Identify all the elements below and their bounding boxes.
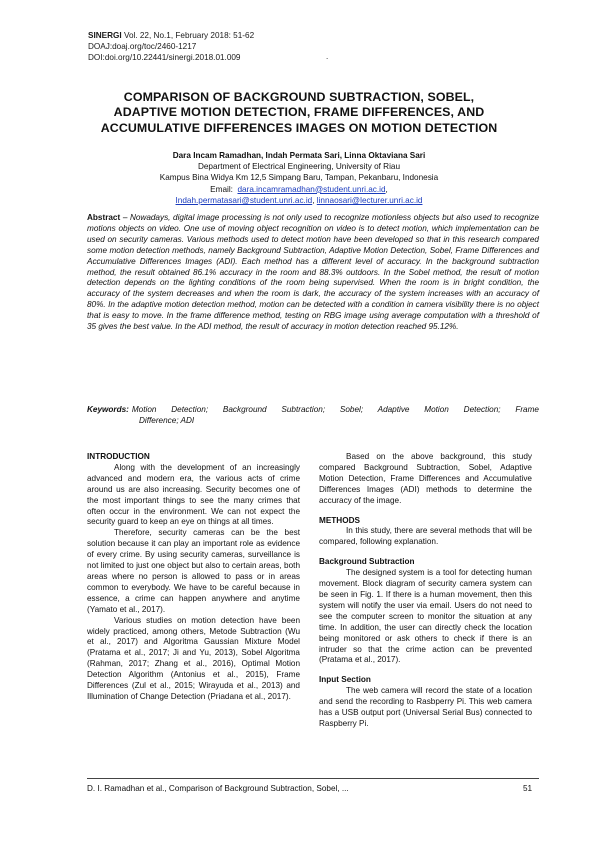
paper-title bbox=[70, 90, 528, 136]
keywords-line-1: Motion Detection; Background Subtraction; Sobel; Adaptive Motion Detection; Frame bbox=[131, 405, 539, 414]
title-line-3: ACCUMULATIVE DIFFERENCES IMAGES ON MOTION DETECTION bbox=[100, 120, 498, 135]
right-column bbox=[319, 452, 532, 730]
header-dot: . bbox=[326, 52, 329, 61]
keywords-line-2: Difference; ADI bbox=[139, 415, 195, 425]
left-column bbox=[87, 452, 300, 703]
methods-heading: METHODS bbox=[319, 515, 360, 525]
abstract-label: Abstract bbox=[87, 213, 121, 222]
author-names: Dara Incam Ramadhan, Indah Permata Sari, Linna Oktaviana Sari bbox=[172, 151, 426, 160]
methods-paragraph: In this study, there are several methods that will be compared, following explanation. bbox=[319, 526, 532, 547]
introduction-heading: INTRODUCTION bbox=[87, 452, 150, 461]
journal-doaj: DOAJ:doaj.org/toc/2460-1217 bbox=[88, 42, 197, 52]
input-section-heading: Input Section bbox=[319, 675, 371, 685]
title-line-2: ADAPTIVE MOTION DETECTION, FRAME DIFFERENCES, AND bbox=[113, 105, 485, 120]
journal-volume: Vol. 22, No.1, February 2018: 51-62 bbox=[123, 31, 255, 40]
page-number: 51 bbox=[523, 784, 533, 793]
author-department: Department of Electrical Engineering, University of Riau bbox=[197, 162, 401, 172]
input-section-paragraph: The web camera will record the state of a location and send the recording to Rasbperry Pi. This web camera has a USB output port (Universal Serial Bus) connected to Raspberry Pi. bbox=[319, 686, 532, 728]
intro-paragraph-3: Various studies on motion detection have been widely practiced, among others, Metode Subtraction (Wu et al., 2017) and Algoritma Gaussian Mixture Model (Pratama et al., 2017; Ji and Yu, 2013), Sobel Algoritma (Rahman, 2017; Zhang et al., 2016), Optimal Motion Detection Algorithm (Antonius et al., 2015), Frame Differences (Zul et al., 2015; Wirayuda et al., 2013) and Illumination of Change Detection (Priadana et al., 2017). bbox=[87, 615, 300, 701]
title-line-1: COMPARISON OF BACKGROUND SUBTRACTION, SOBEL, bbox=[123, 90, 475, 104]
email-link-1[interactable]: dara.incamramadhan@student.unri.ac.id bbox=[237, 184, 386, 194]
footer-citation: D. I. Ramadhan et al., Comparison of Background Subtraction, Sobel, ... bbox=[87, 784, 349, 793]
journal-header bbox=[88, 30, 254, 64]
keywords-label: Keywords: bbox=[87, 405, 129, 414]
footer-divider bbox=[87, 778, 539, 779]
abstract bbox=[87, 213, 539, 333]
email-link-2[interactable]: Indah.permatasari@student.unri.ac.id bbox=[175, 195, 313, 205]
author-block bbox=[70, 150, 528, 206]
intro-paragraph-1: Along with the development of an increasingly advanced and modern era, the various acts of crime around us are also increasing. Security becomes one of the most important things to see the many crimes that often occur in the environment. We can not expect the security guard to keep an eye on things at all times. bbox=[87, 462, 300, 527]
author-address: Kampus Bina Widya Km 12,5 Simpang Baru, Tampan, Pekanbaru, Indonesia bbox=[159, 173, 439, 183]
background-subtraction-paragraph: The designed system is a tool for detecting human movement. Block diagram of security camera system can be seen in Fig. 1. If there is a human movement, then this system will notify the user via email. Users do not need to see the computer screen to monitor the situation at any time. In addition, the user can directly check the location being monitored or ask others to check if there is an intruder so that the crime action can be prevented (Pratama et al., 2017). bbox=[319, 568, 532, 665]
journal-volume-line bbox=[88, 30, 254, 41]
keywords bbox=[87, 405, 539, 427]
background-subtraction-heading: Background Subtraction bbox=[319, 557, 415, 567]
author-email-line-2: Indah.permatasari@student.unri.ac.id, linnaosari@lecturer.unri.ac.id bbox=[175, 195, 423, 205]
email-label: Email: bbox=[210, 184, 233, 194]
author-email-line-1: Email: dara.incamramadhan@student.unri.ac.id, bbox=[210, 184, 388, 194]
email-link-3[interactable]: linnaosari@lecturer.unri.ac.id bbox=[316, 195, 423, 205]
intro-paragraph-2: Therefore, security cameras can be the best solution because it can play an important role as evidence of every crime. By using security cameras, surveillance is not limited to just one object but also to certain areas, both areas where no person is allowed to pass or in areas common to everybody. We have to be careful because in essence, a crime can happen anywhere and anytime (Yamato et al., 2017). bbox=[87, 528, 300, 614]
intro-paragraph-4: Based on the above background, this study compared Background Subtraction, Sobel, Adaptive Motion Detection, Frame Differences and Accumulative Differences Images (ADI) methods to determine the accuracy of the image. bbox=[319, 452, 532, 505]
journal-doi: DOI:doi.org/10.22441/sinergi.2018.01.009 bbox=[88, 53, 241, 63]
journal-name: SINERGI bbox=[88, 31, 122, 40]
abstract-text: – Nowadays, digital image processing is not only used to recognize motionless objects but also used to recognize motions objects on video. One use of moving object recognition on video is to detect motion, which implementation can be used on security cameras. Various methods used to detect motion have been developed so that in this research compared some motion detection methods, namely Background Subtraction, Adaptive Motion Detection, Sobel, Frame Differences and Accumulative Differences Images (ADI). Each method has a different level of accuracy. In the background subtraction method, the result obtained 86.1% accuracy in the room and 88.3% outdoors. In the Sobel method, the result of motion detection depends on the lighting conditions of the room being supervised. When the room is in bright condition, the accuracy of the system decreases and when the room is dark, the accuracy of the system increases with an accuracy of 80%. In the adaptive motion detection method, motion can be detected with a condition in camera visibility there is no object that is easy to move. In the frame difference method, testing on RBG image using average computation with a threshold of 35 gives the best value. In the ADI method, the result of accuracy in motion detection reached 95.12%. bbox=[87, 213, 539, 332]
